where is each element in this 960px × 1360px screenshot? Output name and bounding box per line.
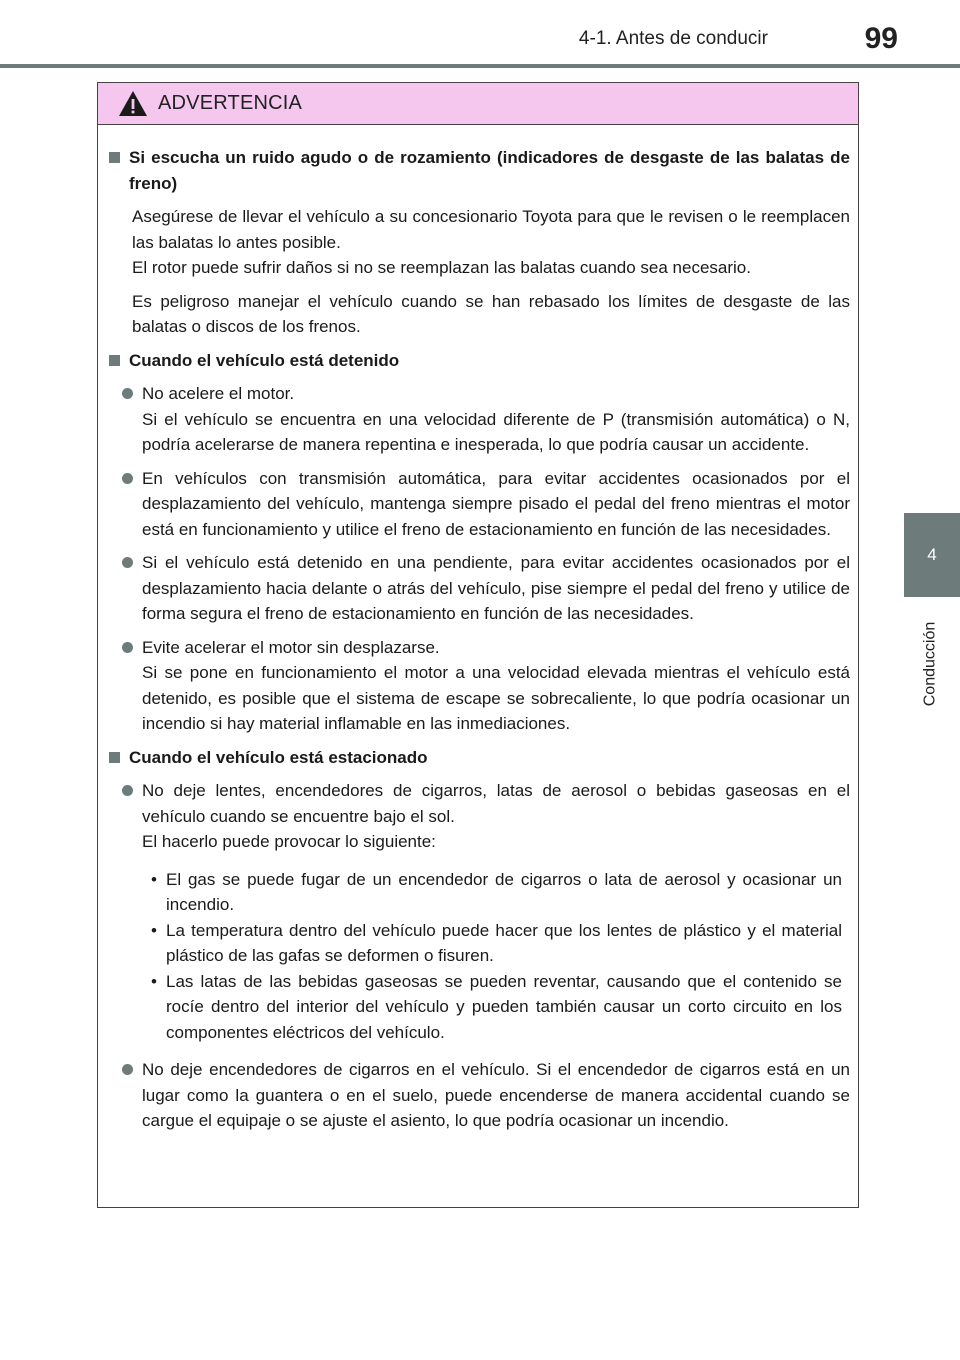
- list-item-line: No deje encendedores de cigarros en el vehículo. Si el encendedor de cigarros está en un lugar como la guantera o en el suelo, puede encenderse de manera accidental cuando se cargue el equipaje o se ajuste el asiento, lo que podría ocasionar un incendio.: [142, 1060, 850, 1130]
- list-item: [106, 635, 850, 737]
- warning-box: [97, 82, 859, 1208]
- list-item: [106, 778, 850, 1049]
- section-title-text: Cuando el vehículo está estacionado: [129, 747, 428, 767]
- chapter-tab-number: 4: [927, 545, 937, 564]
- warning-title: ADVERTENCIA: [158, 92, 303, 114]
- list-item-line: Evite acelerar el motor sin desplazarse.: [142, 637, 440, 657]
- paragraph: [106, 204, 850, 281]
- sub-bullet-mark: •: [151, 971, 157, 991]
- section-title-text: Cuando el vehículo está detenido: [129, 350, 400, 370]
- paragraph-line: Es peligroso manejar el vehículo cuando se han rebasado los límites de desgaste de las balatas o discos de los frenos.: [132, 291, 850, 336]
- round-bullet-icon: [122, 1064, 133, 1075]
- list-item-line: Si el vehículo está detenido en una pendiente, para evitar accidentes ocasionados por el desplazamiento hacia delante o atrás del vehículo, pise siempre el pedal del freno y utilice de forma segura el freno de estacionamiento en función de las necesidades.: [142, 553, 850, 623]
- square-bullet-icon: [109, 752, 120, 763]
- paragraph-line: El rotor puede sufrir daños si no se reemplazan las balatas cuando sea necesario.: [132, 258, 751, 277]
- sub-list-item: [142, 918, 842, 969]
- sub-bullet-mark: •: [151, 869, 157, 889]
- paragraph-line: Asegúrese de llevar el vehículo a su concesionario Toyota para que le revisen o le reemplacen las balatas lo antes posible.: [132, 207, 850, 252]
- square-bullet-icon: [109, 152, 120, 163]
- sub-bullet-mark: •: [151, 920, 157, 940]
- page-number: 99: [864, 22, 898, 55]
- list-item-line: Si el vehículo se encuentra en una velocidad diferente de P (transmisión automática) o N, podría acelerarse de manera repentina e inesperada, lo que podría causar un accidente.: [142, 409, 850, 454]
- list-item-line: No deje lentes, encendedores de cigarros, latas de aerosol o bebidas gaseosas en el vehículo cuando se encuentre bajo el sol.: [142, 781, 850, 826]
- list-item-line: El hacerlo puede provocar lo siguiente:: [142, 832, 436, 851]
- warning-header: [98, 83, 858, 125]
- section-title: [106, 145, 850, 196]
- chapter-tab: [904, 513, 960, 597]
- round-bullet-icon: [122, 557, 133, 568]
- sub-list-item-text: El gas se puede fugar de un encendedor de cigarros o lata de aerosol y ocasionar un incendio.: [166, 869, 842, 914]
- list-item-line: Si se pone en funcionamiento el motor a una velocidad elevada mientras el vehículo está detenido, es posible que el sistema de escape se sobrecaliente, lo que podría ocasionar un incendio si hay material inflamable en las inmediaciones.: [142, 663, 850, 733]
- list-item: [106, 466, 850, 543]
- header-divider: [0, 64, 960, 68]
- list-item-line: En vehículos con transmisión automática, para evitar accidentes ocasionados por el desplazamiento del vehículo, mantenga siempre pisado el pedal del freno mientras el motor está en funcionamiento y utilice el freno de estacionamiento en función de las necesidades.: [142, 468, 850, 539]
- list-item: [106, 1057, 850, 1134]
- round-bullet-icon: [122, 388, 133, 399]
- paragraph: [106, 289, 850, 340]
- sub-list-item: [142, 867, 842, 918]
- round-bullet-icon: [122, 642, 133, 653]
- chapter-tab-label-wrap: [900, 604, 960, 724]
- sub-list-item: [142, 969, 842, 1046]
- sub-list-item-text: Las latas de las bebidas gaseosas se pueden reventar, causando que el contenido se rocíe dentro del interior del vehículo y pueden también causar un corto circuito en los componentes eléctricos del vehículo.: [166, 971, 842, 1042]
- header-section-title: 4-1. Antes de conducir: [578, 28, 768, 49]
- chapter-tab-label: Conducción: [921, 621, 938, 707]
- round-bullet-icon: [122, 473, 133, 484]
- section-title: [106, 348, 850, 374]
- warning-body: [98, 125, 858, 1134]
- section-title: [106, 745, 850, 771]
- round-bullet-icon: [122, 785, 133, 796]
- list-item: [106, 381, 850, 458]
- sub-list: [142, 867, 850, 1046]
- list-item: [106, 550, 850, 627]
- sub-list-item-text: La temperatura dentro del vehículo puede hacer que los lentes de plástico y el material plástico de las gafas se deformen o fisuren.: [166, 920, 842, 965]
- warning-triangle-icon: [118, 90, 148, 117]
- list-item-line: No acelere el motor.: [142, 384, 295, 403]
- section-title-text: Si escucha un ruido agudo o de rozamiento (indicadores de desgaste de las balatas de freno): [129, 148, 850, 193]
- square-bullet-icon: [109, 355, 120, 366]
